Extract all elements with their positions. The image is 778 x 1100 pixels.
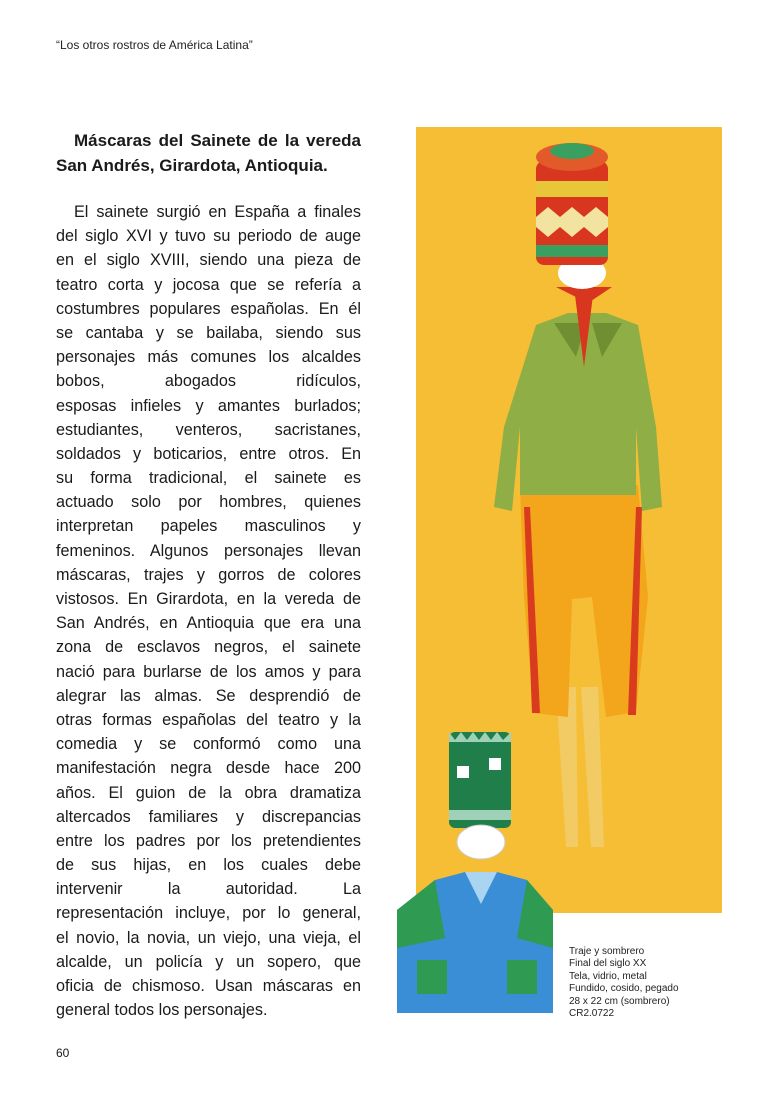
article-heading: Máscaras del Sainete de la vereda San Andrés, Girardota, Antioquia. <box>56 131 361 175</box>
hat-zigzag <box>536 207 608 237</box>
body-line: general todos los personajes. <box>56 1001 268 1020</box>
caption-line: 28 x 22 cm (sombrero) <box>569 995 670 1007</box>
article-body <box>56 200 361 1022</box>
inset-mannequin-head <box>457 825 505 859</box>
body-line: años. El guion de la obra dramatiza <box>56 783 361 802</box>
body-line: interpretan papeles masculinos y <box>56 517 361 536</box>
running-header: “Los otros rostros de América Latina” <box>56 38 253 52</box>
body-line: El sainete surgió en España a finales <box>74 203 361 221</box>
body-line: San Andrés, en Antioquia que era una <box>56 614 361 633</box>
body-line: alegrar las almas. Se desprendió de <box>56 686 361 705</box>
body-line: zona de esclavos negros, el sainete <box>56 638 361 657</box>
caption-line: Fundido, cosido, pegado <box>569 983 679 995</box>
body-line: personajes más comunes los alcaldes <box>56 348 361 367</box>
hat-band-yellow <box>536 181 608 197</box>
inset-hat-square <box>457 766 469 778</box>
inset-costume-photo <box>395 728 555 1013</box>
body-line: actuado solo por hombres, quienes <box>56 493 361 512</box>
caption-line: Tela, vidrio, metal <box>569 970 647 982</box>
body-line: del siglo XVI y tuvo su periodo de auge <box>56 227 361 246</box>
body-line: esposas infieles y amantes burlados; <box>56 396 361 415</box>
body-line: altercados familiares y discrepancias <box>56 807 361 826</box>
inset-jacket-pocket <box>417 960 447 994</box>
body-line: oficia de chismoso. Usan máscaras en <box>56 977 361 995</box>
inset-hat-square <box>489 758 501 770</box>
body-line: otras formas españolas del teatro y la <box>56 710 361 729</box>
body-line: entre los padres por los pretendientes <box>56 831 361 850</box>
body-line: representación incluye, por lo general, <box>56 904 361 923</box>
body-line: alcalde, un policía y un sopero, que <box>56 952 361 971</box>
hat-pompom <box>550 143 594 159</box>
hat-band-green <box>536 245 608 257</box>
body-line: de sus hijas, en los cuales debe <box>56 856 361 875</box>
body-line: nació para burlarse de los amos y para <box>56 662 361 681</box>
body-line: se cantaba y se bailaba, siendo sus <box>56 323 361 342</box>
body-line: en el siglo XVIII, siendo una pieza de <box>56 251 361 270</box>
body-line: femeninos. Algunos personajes llevan <box>56 541 361 560</box>
page-number: 60 <box>56 1046 70 1060</box>
body-line: máscaras, trajes y gorros de colores <box>56 565 361 584</box>
inset-jacket-pocket <box>507 960 537 994</box>
caption-line: Final del siglo XX <box>569 958 647 970</box>
photo-caption <box>569 946 679 1020</box>
body-line: estudiantes, venteros, sacristanes, <box>56 420 361 439</box>
body-line: su forma tradicional, el sainete es <box>56 469 361 488</box>
body-line: comedia y se conformó como una <box>56 735 361 754</box>
body-line: costumbres populares españolas. En él <box>56 299 361 318</box>
body-line: teatro corta y jocosa que se refería a <box>56 275 361 294</box>
body-line: el novio, la novia, un viejo, una vieja, el <box>56 928 361 947</box>
body-line: manifestación negra desde hace 200 <box>56 759 361 778</box>
body-line: soldados y boticarios, entre otros. En <box>56 444 361 463</box>
caption-line: CR2.0722 <box>569 1008 615 1020</box>
body-line: bobos, abogados ridículos, <box>56 372 361 391</box>
caption-line: Traje y sombrero <box>569 946 645 957</box>
inset-hat-band <box>449 810 511 820</box>
body-line: vistosos. En Girardota, en la vereda de <box>56 590 361 608</box>
body-line: intervenir la autoridad. La <box>56 880 361 899</box>
